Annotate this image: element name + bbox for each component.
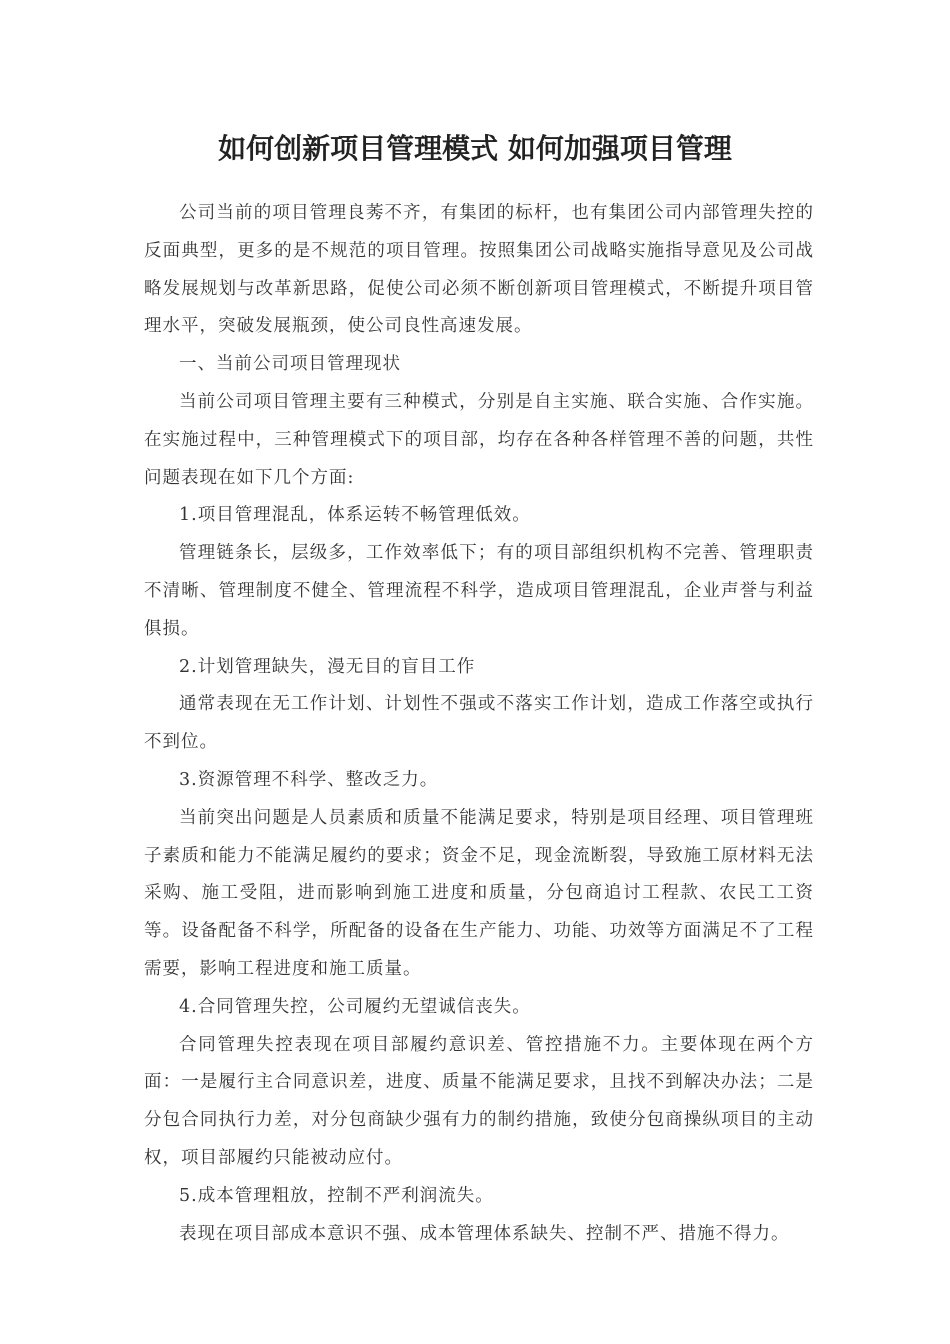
paragraph-point-4: 合同管理失控表现在项目部履约意识差、管控措施不力。主要体现在两个方面：一是履行主合同意识差，进度、质量不能满足要求，且找不到解决办法；二是分包合同执行力差，对分包商缺少强有力的制约措施，致使分包商操纵项目的主动权，项目部履约只能被动应付。 — [144, 1034, 814, 1168]
point-heading-2: 2.计划管理缺失，漫无目的盲目工作 — [179, 656, 476, 677]
document-title: 如何创新项目管理模式 如何加强项目管理 — [218, 132, 732, 165]
document-body — [144, 195, 814, 1253]
paragraph-point-5: 表现在项目部成本意识不强、成本管理体系缺失、控制不严、措施不得力。 — [179, 1223, 790, 1244]
point-heading-3: 3.资源管理不科学、整改乏力。 — [179, 769, 439, 790]
point-heading-5: 5.成本管理粗放，控制不严利润流失。 — [179, 1185, 494, 1206]
paragraph-point-2: 通常表现在无工作计划、计划性不强或不落实工作计划，造成工作落空或执行不到位。 — [144, 694, 814, 753]
paragraph-point-3: 当前突出问题是人员素质和质量不能满足要求，特别是项目经理、项目管理班子素质和能力不能满足履约的要求；资金不足，现金流断裂，导致施工原材料无法采购、施工受阻，进而影响到施工进度和质量，分包商追讨工程款、农民工工资等。设备配备不科学，所配备的设备在生产能力、功能、功效等方面满足不了工程需要，影响工程进度和施工质量。 — [144, 807, 814, 979]
paragraph-overview: 当前公司项目管理主要有三种模式，分别是自主实施、联合实施、合作实施。在实施过程中，三种管理模式下的项目部，均存在各种各样管理不善的问题，共性问题表现在如下几个方面: — [144, 391, 814, 488]
section-heading-1: 一、当前公司项目管理现状 — [179, 354, 401, 375]
paragraph-point-1: 管理链条长，层级多，工作效率低下；有的项目部组织机构不完善、管理职责不清晰、管理制度不健全、管理流程不科学，造成项目管理混乱，企业声誉与利益俱损。 — [144, 543, 814, 639]
point-heading-4: 4.合同管理失控，公司履约无望诚信丧失。 — [179, 996, 531, 1017]
paragraph-intro: 公司当前的项目管理良莠不齐，有集团的标杆，也有集团公司内部管理失控的反面典型，更多的是不规范的项目管理。按照集团公司战略实施指导意见及公司战略发展规划与改革新思路，促使公司必须不断创新项目管理模式，不断提升项目管理水平，突破发展瓶颈，使公司良性高速发展。 — [144, 203, 814, 337]
point-heading-1: 1.项目管理混乱，体系运转不畅管理低效。 — [179, 505, 531, 526]
